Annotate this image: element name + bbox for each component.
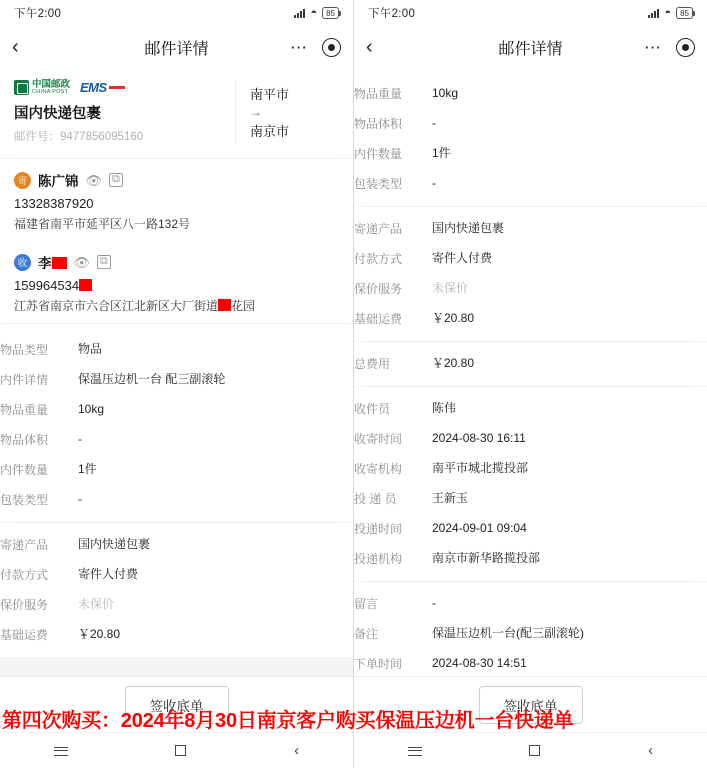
menu-icon[interactable] <box>54 750 68 751</box>
row-value: ￥20.80 <box>78 626 121 641</box>
table-row <box>354 303 707 333</box>
table-row <box>0 589 353 619</box>
row-value: 保温压边机一台(配三副滚轮) <box>432 625 584 640</box>
row-key: 物品重量 <box>354 86 403 101</box>
receiver-phone-text: 159964534 <box>14 278 80 294</box>
right-content-scroll[interactable] <box>354 68 707 676</box>
ems-logo-icon <box>80 80 125 95</box>
page-title: 邮件详情 <box>144 40 209 58</box>
row-value: 2024-08-30 16:11 <box>432 430 526 445</box>
battery-indicator: 85 <box>322 7 339 19</box>
sender-name: 陈广锦 <box>38 174 79 189</box>
china-post-logo-cn: 中国邮政 <box>32 79 71 90</box>
row-key: 付款方式 <box>0 567 49 582</box>
origin-city: 南平市 <box>250 87 290 102</box>
ems-logo-text: EMS <box>80 80 107 95</box>
receiver-address <box>14 298 339 314</box>
signal-bars-icon <box>648 8 659 18</box>
home-icon[interactable] <box>175 745 186 756</box>
back-button[interactable]: ‹ <box>366 36 373 58</box>
table-row <box>354 588 707 618</box>
row-key: 保价服务 <box>354 281 403 296</box>
row-value: - <box>432 595 436 610</box>
status-bar-right <box>354 0 707 26</box>
copy-icon[interactable]: ⧉ <box>97 255 111 269</box>
receiver-badge: 收 <box>14 254 31 271</box>
row-key: 包装类型 <box>0 492 49 507</box>
receiver-address-part1: 江苏省南京市六合区江北新区大厂街道 <box>14 299 219 314</box>
left-fee-section <box>0 523 353 657</box>
row-value: 物品 <box>78 341 103 356</box>
left-item-info-section <box>0 324 353 522</box>
row-value: - <box>78 491 82 506</box>
row-key: 投递时间 <box>354 521 403 536</box>
table-row <box>0 454 353 484</box>
table-row <box>354 393 707 423</box>
right-item-info-section <box>354 68 707 206</box>
row-key: 物品体积 <box>354 116 403 131</box>
row-key: 保价服务 <box>0 597 49 612</box>
wifi-icon: ◓ <box>310 7 318 19</box>
redaction-block <box>218 299 231 311</box>
row-value: - <box>432 115 436 130</box>
destination-city: 南京市 <box>250 124 290 139</box>
table-row <box>0 424 353 454</box>
table-row <box>354 543 707 573</box>
menu-icon[interactable] <box>408 750 422 751</box>
row-value: 寄件人付费 <box>432 250 493 265</box>
row-value: 国内快递包裹 <box>432 220 505 235</box>
row-value: 寄件人付费 <box>78 566 139 581</box>
row-key: 内件数量 <box>354 146 403 161</box>
row-key: 收寄时间 <box>354 431 403 446</box>
signal-bars-icon <box>294 8 305 18</box>
row-key: 投 递 员 <box>354 491 397 506</box>
route-summary <box>235 80 339 144</box>
back-icon[interactable]: ‹ <box>294 742 300 759</box>
row-key: 付款方式 <box>354 251 403 266</box>
row-value: 10kg <box>432 85 459 100</box>
android-nav-bar-left <box>0 732 353 768</box>
table-row <box>0 394 353 424</box>
right-phone-screen <box>353 0 707 768</box>
row-value: 未保价 <box>432 280 469 295</box>
receiver-address-part2: 花园 <box>231 299 256 314</box>
row-value: 陈伟 <box>432 400 457 415</box>
row-value: 10kg <box>78 401 105 416</box>
home-icon[interactable] <box>529 745 540 756</box>
row-key: 物品类型 <box>0 342 49 357</box>
table-row <box>354 423 707 453</box>
left-phone-screen <box>0 0 353 768</box>
eye-icon[interactable]: 👁 <box>85 172 103 188</box>
right-note-section <box>354 582 707 676</box>
row-key: 包装类型 <box>354 176 403 191</box>
row-key: 收寄机构 <box>354 461 403 476</box>
sender-phone: 13328387920 <box>14 196 94 211</box>
row-key: 内件数量 <box>0 462 49 477</box>
row-value: 南平市城北揽投部 <box>432 460 529 475</box>
table-row <box>354 453 707 483</box>
table-row <box>354 618 707 648</box>
nav-bar-left <box>0 26 353 68</box>
row-value: 王新玉 <box>432 490 469 505</box>
status-time: 下午2:00 <box>368 8 416 20</box>
sender-address: 福建省南平市延平区八一路132号 <box>14 217 191 231</box>
target-icon[interactable] <box>676 38 695 57</box>
more-dots-icon[interactable]: ⋯ <box>644 37 662 57</box>
china-post-logo-en: CHINA POST <box>32 88 69 95</box>
sign-receipt-button[interactable]: 签收底单 <box>479 686 583 724</box>
back-button[interactable]: ‹ <box>12 36 19 58</box>
receiver-name-text: 李 <box>38 256 52 272</box>
product-title: 国内快递包裹 <box>14 106 101 122</box>
table-row <box>354 648 707 676</box>
more-dots-icon[interactable]: ⋯ <box>290 37 308 57</box>
nav-bar-right <box>354 26 707 68</box>
china-post-logo-icon <box>14 80 70 95</box>
right-staff-section <box>354 387 707 581</box>
carrier-logos <box>14 80 225 95</box>
row-key: 下单时间 <box>354 656 403 671</box>
table-row <box>354 243 707 273</box>
row-value: - <box>78 431 82 446</box>
receiver-block <box>14 241 339 323</box>
row-value: 2024-09-01 09:04 <box>432 520 527 535</box>
table-row <box>0 334 353 364</box>
row-value: ￥20.80 <box>432 310 475 325</box>
row-key: 物品体积 <box>0 432 49 447</box>
table-row <box>354 348 707 378</box>
table-row <box>354 168 707 198</box>
table-row <box>0 529 353 559</box>
row-key: 寄递产品 <box>354 221 403 236</box>
row-key: 基础运费 <box>0 627 49 642</box>
sender-block <box>14 159 339 241</box>
row-value: 国内快递包裹 <box>78 536 151 551</box>
copy-icon[interactable]: ⧉ <box>109 173 123 187</box>
row-value: - <box>432 175 436 190</box>
row-key: 寄递产品 <box>0 537 49 552</box>
row-key: 投递机构 <box>354 551 403 566</box>
back-icon[interactable]: ‹ <box>648 742 654 759</box>
android-nav-bar-right <box>354 732 707 768</box>
row-value: 1件 <box>78 461 97 476</box>
eye-icon[interactable]: 👁 <box>73 254 91 270</box>
table-row <box>0 364 353 394</box>
page-title: 邮件详情 <box>498 40 563 58</box>
receiver-phone <box>14 278 339 293</box>
row-value: 南京市新华路揽投部 <box>432 550 541 565</box>
row-key: 内件详情 <box>0 372 49 387</box>
battery-indicator: 85 <box>676 7 693 19</box>
arrow-icon: → <box>250 105 262 119</box>
row-key: 总费用 <box>354 356 391 371</box>
sign-receipt-button[interactable]: 签收底单 <box>125 686 229 724</box>
status-time: 下午2:00 <box>14 8 62 20</box>
table-row <box>354 108 707 138</box>
table-row <box>0 559 353 589</box>
redaction-block <box>79 279 92 291</box>
row-key: 基础运费 <box>354 311 403 326</box>
mail-number: 邮件号：9477856095160 <box>14 131 144 143</box>
receiver-name <box>38 252 67 272</box>
redaction-block <box>52 257 67 269</box>
row-value: 1件 <box>432 145 451 160</box>
status-bar-left <box>0 0 353 26</box>
wifi-icon: ◓ <box>664 7 672 19</box>
table-row <box>354 138 707 168</box>
table-row <box>354 483 707 513</box>
table-row <box>354 513 707 543</box>
row-key: 备注 <box>354 626 379 641</box>
right-fee-section <box>354 207 707 341</box>
row-key: 留言 <box>354 596 379 611</box>
row-value: 保温压边机一台 配三副滚轮 <box>78 371 226 386</box>
annotation-caption: 第四次购买：2024年8月30日南京客户购买保温压边机一台快递单 <box>2 710 574 732</box>
row-value: ￥20.80 <box>432 355 475 370</box>
row-key: 收件员 <box>354 401 391 416</box>
table-row <box>354 273 707 303</box>
table-row <box>0 484 353 514</box>
right-total-section <box>354 342 707 386</box>
target-icon[interactable] <box>322 38 341 57</box>
row-value: 未保价 <box>78 596 115 611</box>
table-row <box>354 213 707 243</box>
mail-header-card <box>0 68 353 158</box>
table-row <box>0 619 353 649</box>
sender-badge: 寄 <box>14 172 31 189</box>
table-row <box>354 78 707 108</box>
row-key: 物品重量 <box>0 402 49 417</box>
row-value: 2024-08-30 14:51 <box>432 655 527 670</box>
left-content-scroll[interactable] <box>0 68 353 676</box>
